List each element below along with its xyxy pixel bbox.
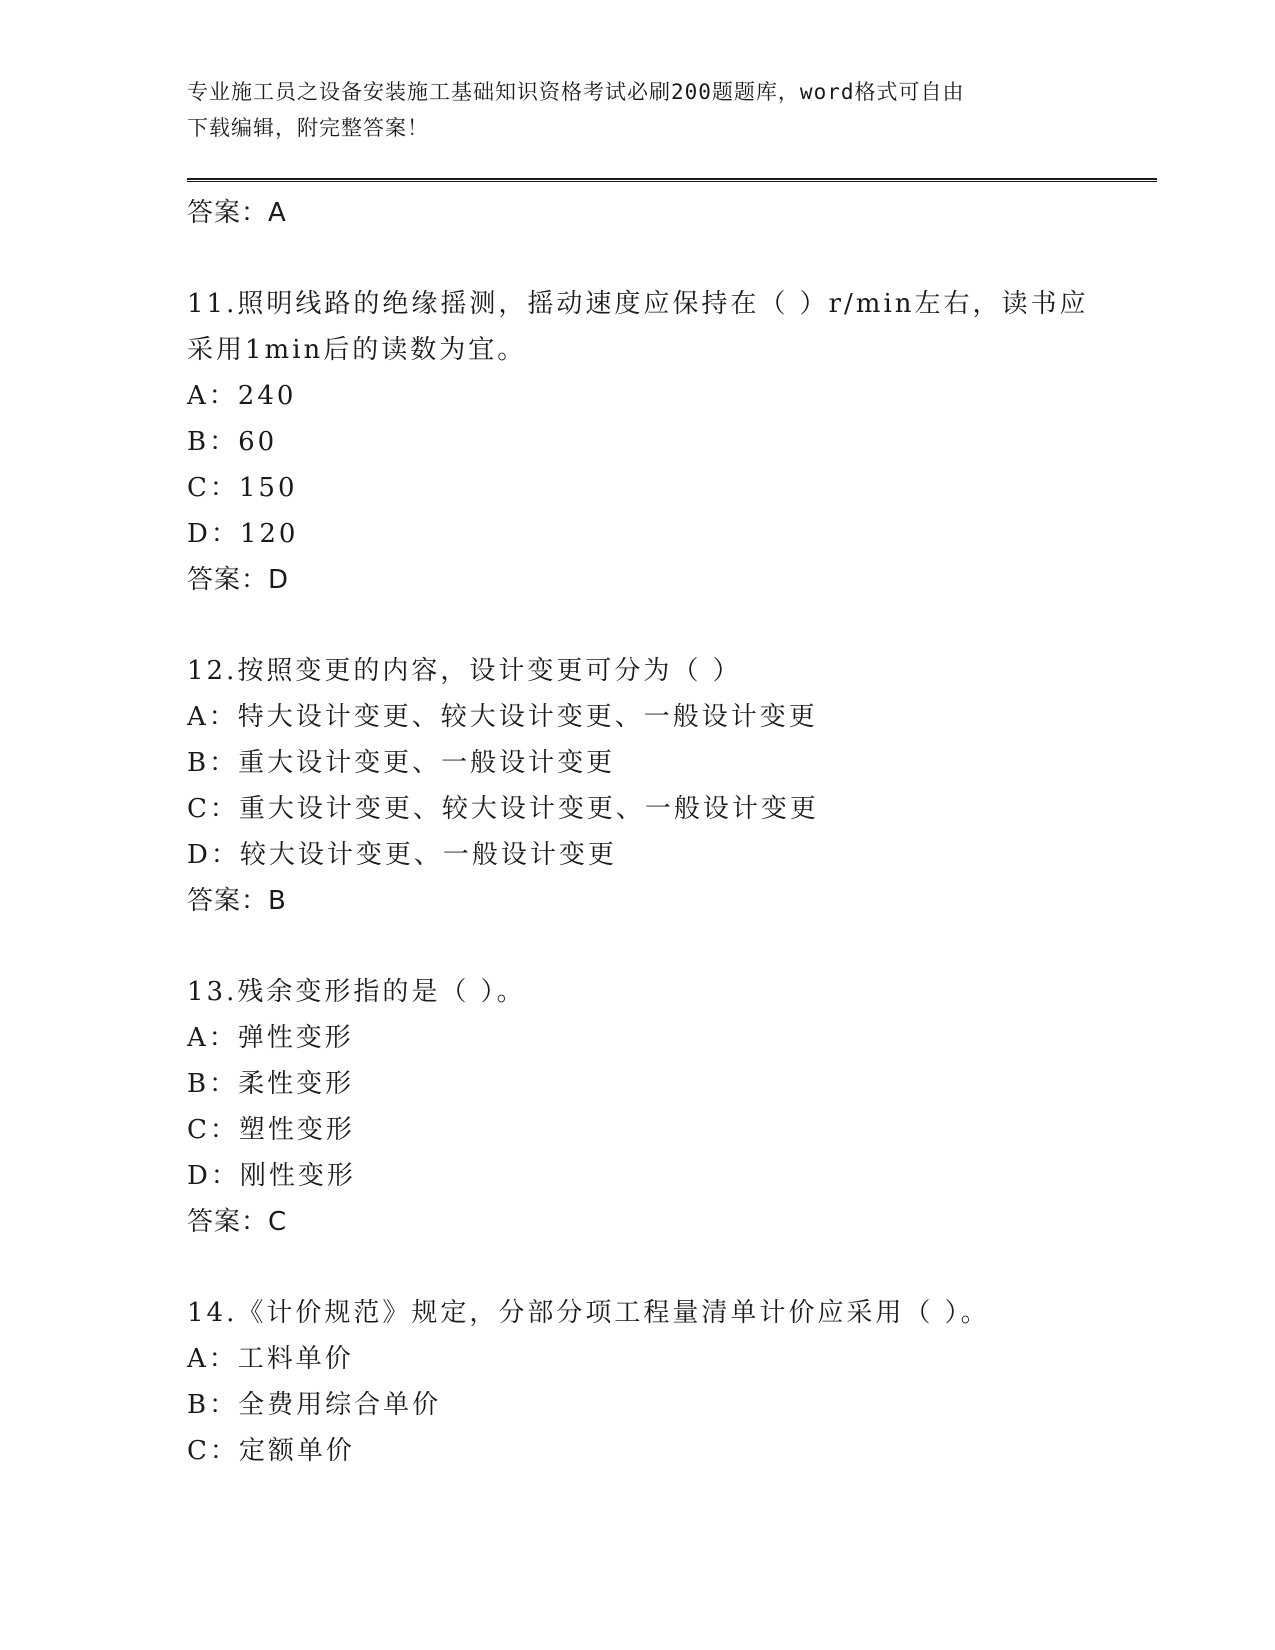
header-divider — [187, 178, 1157, 182]
option-d: D：120 — [187, 519, 299, 549]
header-line-1: 专业施工员之设备安装施工基础知识资格考试必刷200题题库，word格式可自由 — [187, 80, 965, 104]
option-c: C：150 — [187, 473, 298, 503]
question-text-line: 14.《计价规范》规定，分部分项工程量清单计价应采用（ ）。 — [187, 1298, 990, 1328]
question-block — [187, 648, 1107, 924]
question-block — [187, 969, 1107, 1245]
spacer — [187, 236, 1107, 281]
question-text-line: 13.残余变形指的是（ ）。 — [187, 977, 526, 1007]
option-a: A：弹性变形 — [187, 1023, 354, 1053]
question-text-line: 12.按照变更的内容，设计变更可分为（ ） — [187, 656, 742, 686]
header-line-2: 下载编辑，附完整答案！ — [187, 116, 429, 140]
spacer — [187, 1245, 1107, 1290]
option-a: A：特大设计变更、较大设计变更、一般设计变更 — [187, 702, 818, 732]
answer-line: 答案：B — [187, 886, 287, 916]
option-d: D：较大设计变更、一般设计变更 — [187, 840, 617, 870]
option-c: C：定额单价 — [187, 1436, 355, 1466]
option-c: C：重大设计变更、较大设计变更、一般设计变更 — [187, 794, 819, 824]
option-b: B：60 — [187, 427, 278, 457]
question-text-line: 11.照明线路的绝缘摇测，摇动速度应保持在（ ）r/min左右，读书应 — [187, 289, 1089, 319]
previous-answer: 答案：A — [187, 198, 287, 228]
option-b: B：全费用综合单价 — [187, 1390, 442, 1420]
answer-line: 答案：D — [187, 565, 290, 595]
document-header — [187, 74, 1067, 146]
question-text-line: 采用1min后的读数为宜。 — [187, 335, 527, 365]
question-block — [187, 281, 1107, 603]
answer-line: 答案：C — [187, 1207, 288, 1237]
option-c: C：塑性变形 — [187, 1115, 355, 1145]
option-d: D：刚性变形 — [187, 1161, 356, 1191]
option-b: B：重大设计变更、一般设计变更 — [187, 748, 616, 778]
spacer — [187, 603, 1107, 648]
option-a: A：工料单价 — [187, 1344, 354, 1374]
question-list — [187, 190, 1107, 1474]
option-a: A：240 — [187, 381, 297, 411]
question-block — [187, 1290, 1107, 1474]
option-b: B：柔性变形 — [187, 1069, 355, 1099]
spacer — [187, 924, 1107, 969]
